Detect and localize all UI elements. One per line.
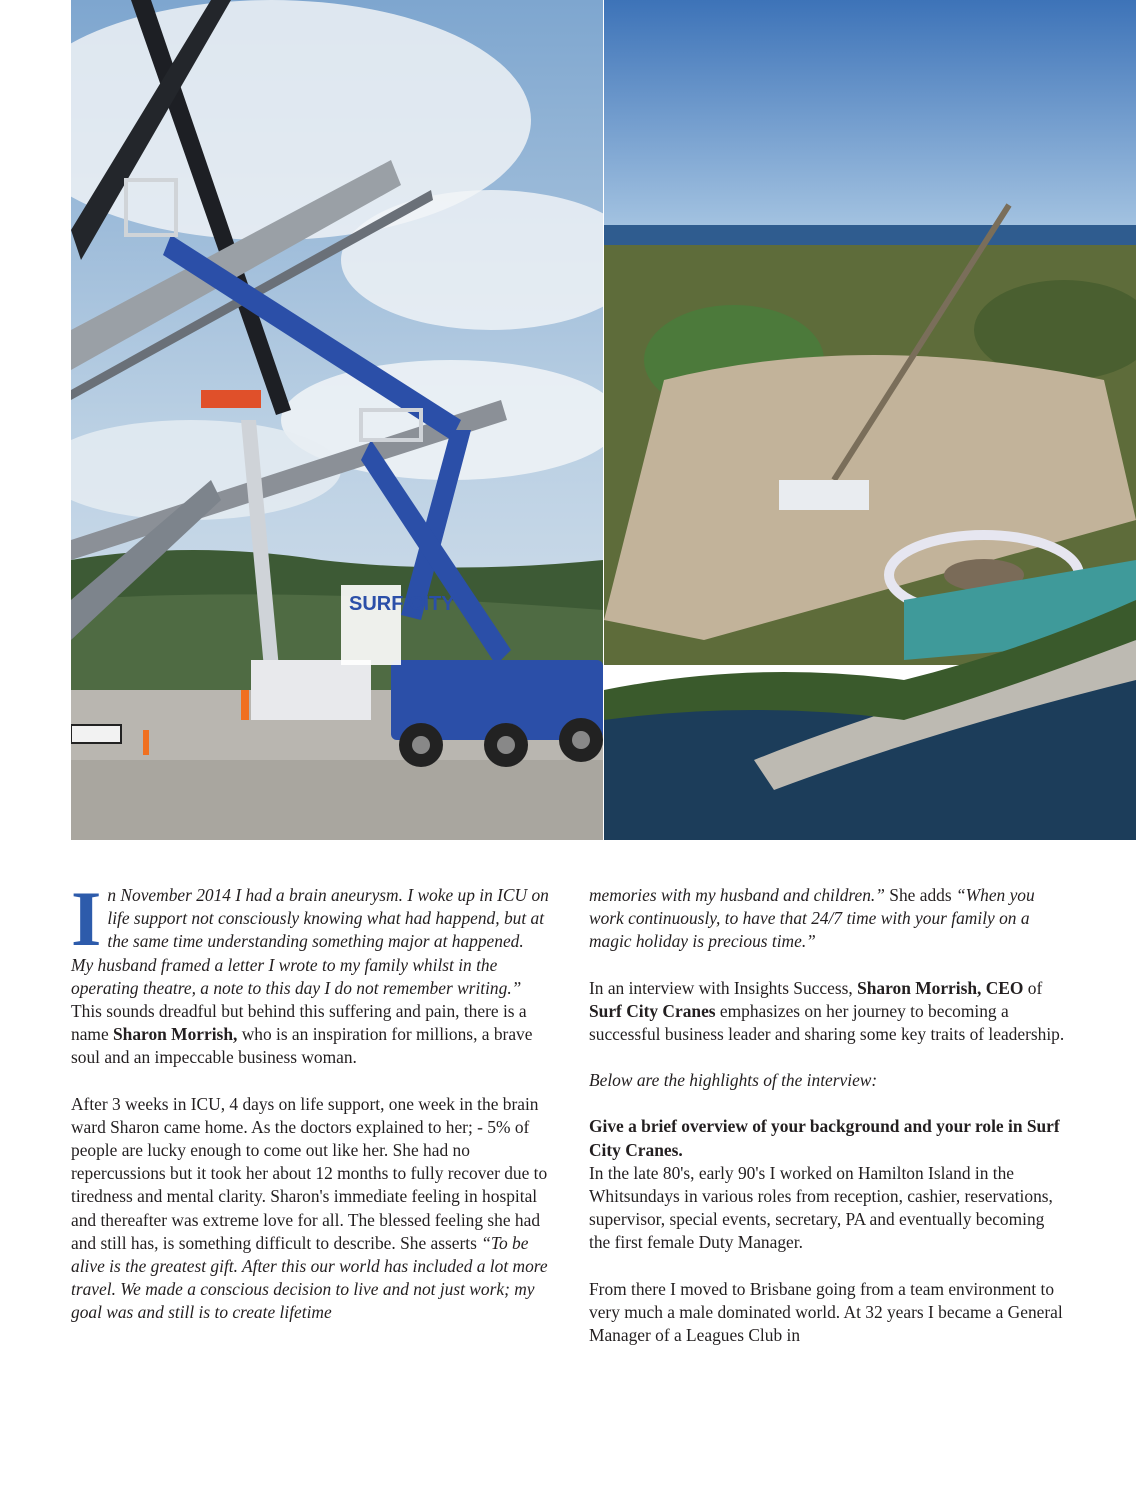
photo-coastal-construction [604, 0, 1136, 840]
company-name: Surf City Cranes [589, 1000, 716, 1021]
highlights-line [589, 1069, 1065, 1092]
holiday-quote: “When you work continuously, to have that 24/7 time with your family on a magic holiday is precious time.” [589, 885, 1035, 952]
photo-cranes-industrial [71, 0, 603, 840]
question-1-text: Give a brief overview of your background and your role in Surf City Cranes. [589, 1116, 1060, 1160]
memories-quote: memories with my husband and children.” [589, 885, 885, 905]
recovery-paragraph [71, 1093, 549, 1325]
aerial-photo-illustration [604, 0, 1136, 840]
recovery-quote: “To be alive is the greatest gift. After this our world has included a lot more travel. We made a conscious decision to live and not just work; my goal was and still is to create lifetime [71, 1232, 548, 1323]
interview-text-end: emphasizes on her journey to becoming a successful business leader and sharing some key traits of leadership. [589, 1000, 1065, 1045]
drop-cap: I [71, 875, 102, 962]
crane-brand-text: SURF CITY [349, 593, 455, 615]
of-text: of [1023, 977, 1043, 998]
intro-quote: n November 2014 I had a brain aneurysm. I woke up in ICU on life support not consciously knowing what had happend, but at the same time understanding something major at happened. My husband framed a letter I wrote to my family whilst in the operating theatre, a note to this day I do not remember writing.” [71, 885, 549, 998]
crane-photo-illustration [71, 0, 603, 840]
adds-text: She adds [884, 885, 956, 905]
article-column-right [589, 884, 1065, 1370]
answer-1-continued: From there I moved to Brisbane going from a team environment to very much a male dominated world. At 32 years I became a General Manager of a Leagues Club in [589, 1278, 1063, 1346]
intro-name: Sharon Morrish, [113, 1024, 238, 1045]
intro-text-end: who is an inspiration for millions, a brave soul and an impeccable business woman. [71, 1024, 533, 1068]
highlights-text: Below are the highlights of the interview: [589, 1070, 878, 1091]
interview-intro-paragraph [589, 977, 1065, 1047]
recovery-text: After 3 weeks in ICU, 4 days on life support, one week in the brain ward Sharon came home. As the doctors explained to her; - 5% of people are lucky enough to come out like her. She had no repercussions but it took her about 12 months to fully recover due to tiredness and mental clarity. Sharon's immediate feeling in hospital and thereafter was extreme love for all. The blessed feeling she had and still has, is something difficult to describe. She asserts [71, 1093, 548, 1253]
ceo-name: Sharon Morrish, CEO [857, 977, 1024, 998]
interview-text: In an interview with Insights Success, [589, 977, 858, 998]
answer-1: In the late 80's, early 90's I worked on Hamilton Island in the Whitsundays in various roles from reception, cashier, reservations, supervisor, special events, secretary, PA and eventually becoming the first female Duty Manager. [589, 1162, 1053, 1253]
question-1 [589, 1115, 1065, 1161]
continued-quote-paragraph [589, 884, 1065, 954]
intro-paragraph [71, 875, 549, 1070]
article-column-left [71, 875, 549, 1348]
intro-text: This sounds dreadful but behind this suffering and pain, there is a name [71, 1001, 527, 1045]
